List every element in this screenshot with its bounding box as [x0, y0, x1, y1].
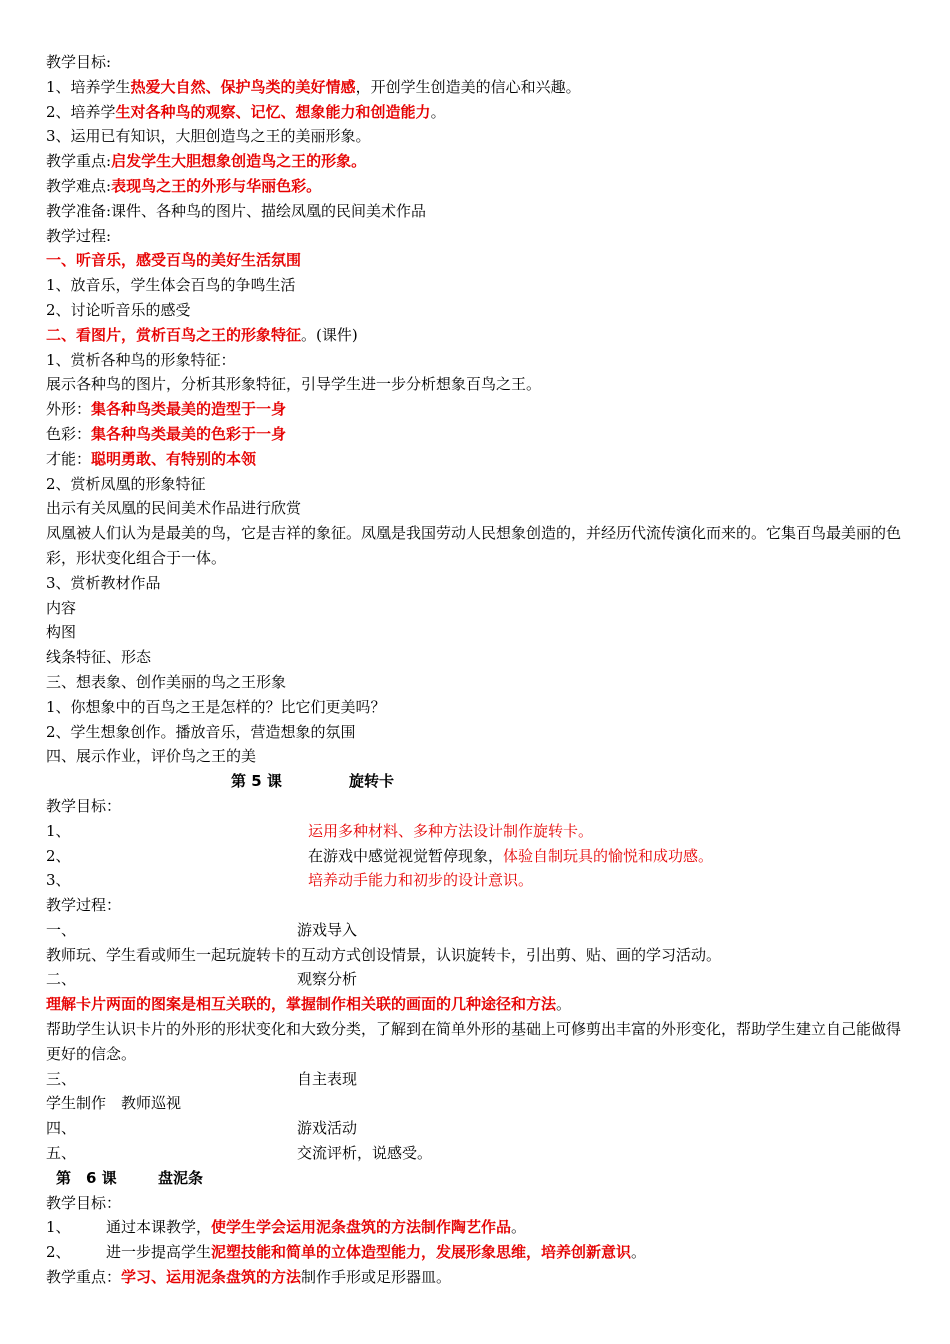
- lesson-5-step-3-body: 学生制作 教师巡视: [46, 1094, 182, 1113]
- lesson-5-step-1-heading: 一、 游戏导入: [46, 920, 358, 939]
- lesson-6-goal-1: 1、 通过本课教学，使学生学会运用泥条盘筑的方法制作陶艺作品。: [46, 1218, 527, 1237]
- lesson-6-key-point: 教学重点：学习、运用泥条盘筑的方法制作手形或足形器皿。: [46, 1268, 452, 1287]
- lesson-6-goal-label: 教学目标：: [46, 1193, 122, 1212]
- lesson-5-step-2-heading: 二、 观察分析: [46, 970, 358, 989]
- doc-line: 3、运用已有知识，大胆创造鸟之王的美丽形象。: [46, 127, 371, 146]
- doc-line: 外形：集各种鸟类最美的造型于一身: [46, 400, 287, 419]
- doc-line: 2、讨论听音乐的感受: [46, 300, 191, 319]
- doc-line: 3、赏析教材作品: [46, 573, 161, 592]
- lesson-5-title: 第 5 课 旋转卡: [231, 772, 395, 791]
- doc-line: 教学难点:表现鸟之王的外形与华丽色彩。: [46, 176, 322, 195]
- doc-line: 展示各种鸟的图片，分析其形象特征，引导学生进一步分析想象百鸟之王。: [46, 375, 542, 394]
- doc-line: 色彩：集各种鸟类最美的色彩于一身: [46, 424, 287, 443]
- lesson-5-goal-1: 1、 运用多种材料、多种方法设计制作旋转卡。: [46, 821, 594, 840]
- doc-line: 凤凰被人们认为是最美的鸟，它是吉祥的象征。凤凰是我国劳动人民想象创造的，并经历代流传演化而来的。它集百鸟最美丽的色彩，形状变化组合于一体。: [46, 524, 902, 567]
- lesson-6-title: 第 6 课 盘泥条: [56, 1168, 204, 1187]
- lesson-4-section: [46, 50, 908, 769]
- lesson-6-goal-2: 2、 进一步提高学生泥塑技能和简单的立体造型能力，发展形象思维，培养创新意识。: [46, 1243, 647, 1262]
- doc-line: 出示有关凤凰的民间美术作品进行欣赏: [46, 499, 302, 518]
- doc-line: 2、学生想象创作。播放音乐，营造想象的氛围: [46, 722, 356, 741]
- doc-line: 2、赏析凤凰的形象特征: [46, 474, 206, 493]
- doc-line: 教学重点:启发学生大胆想象创造鸟之王的形象。: [46, 152, 367, 171]
- lesson-5-goal-label: 教学目标：: [46, 796, 122, 815]
- lesson-5-step-2-body: 帮助学生认识卡片的外形的形状变化和大致分类，了解到在简单外形的基础上可修剪出丰富的外形变化，帮助学生建立自己能做得更好的信念。: [46, 1020, 902, 1063]
- doc-line: 教学准备:课件、各种鸟的图片、描绘凤凰的民间美术作品: [46, 201, 427, 220]
- lesson-5-goal-2: 2、 在游戏中感觉视觉暂停现象，体验自制玩具的愉悦和成功感。: [46, 846, 714, 865]
- doc-line: 一、听音乐，感受百鸟的美好生活氛围: [46, 251, 302, 270]
- lesson-5-step-3-heading: 三、 自主表现: [46, 1069, 358, 1088]
- doc-line: 四、展示作业，评价鸟之王的美: [46, 747, 257, 766]
- doc-line: 教学目标:: [46, 53, 112, 71]
- doc-line: 构图: [46, 623, 77, 642]
- doc-line: 内容: [46, 598, 77, 617]
- doc-line: 线条特征、形态: [46, 648, 152, 667]
- doc-line: 2、培养学生对各种鸟的观察、记忆、想象能力和创造能力。: [46, 102, 446, 121]
- document-page: [46, 50, 908, 1290]
- lesson-5-step-5-heading: 五、 交流评析，说感受。: [46, 1144, 433, 1163]
- doc-line: 1、放音乐，学生体会百鸟的争鸣生活: [46, 276, 296, 295]
- doc-line: 1、赏析各种鸟的形象特征：: [46, 350, 236, 369]
- doc-line: 1、你想象中的百鸟之王是怎样的？比它们更美吗？: [46, 697, 386, 716]
- doc-line: 三、想表象、创作美丽的鸟之王形象: [46, 672, 287, 691]
- lesson-5-process-label: 教学过程：: [46, 896, 122, 915]
- doc-line: 才能：聪明勇敢、有特别的本领: [46, 449, 257, 468]
- lesson-5-goal-3: 3、 培养动手能力和初步的设计意识。: [46, 871, 534, 890]
- doc-line: 1、培养学生热爱大自然、保护鸟类的美好情感，开创学生创造美的信心和兴趣。: [46, 77, 581, 96]
- doc-line: 二、看图片，赏析百鸟之王的形象特征。(课件): [46, 325, 358, 344]
- lesson-5-step-1-body: 教师玩、学生看或师生一起玩旋转卡的互动方式创设情景，认识旋转卡，引出剪、贴、画的学习活动。: [46, 945, 722, 964]
- lesson-5-step-4-heading: 四、 游戏活动: [46, 1119, 358, 1138]
- doc-line: 教学过程:: [46, 226, 112, 245]
- lesson-5-step-2-key: 理解卡片两面的图案是相互关联的，掌握制作相关联的画面的几种途径和方法。: [46, 995, 572, 1014]
